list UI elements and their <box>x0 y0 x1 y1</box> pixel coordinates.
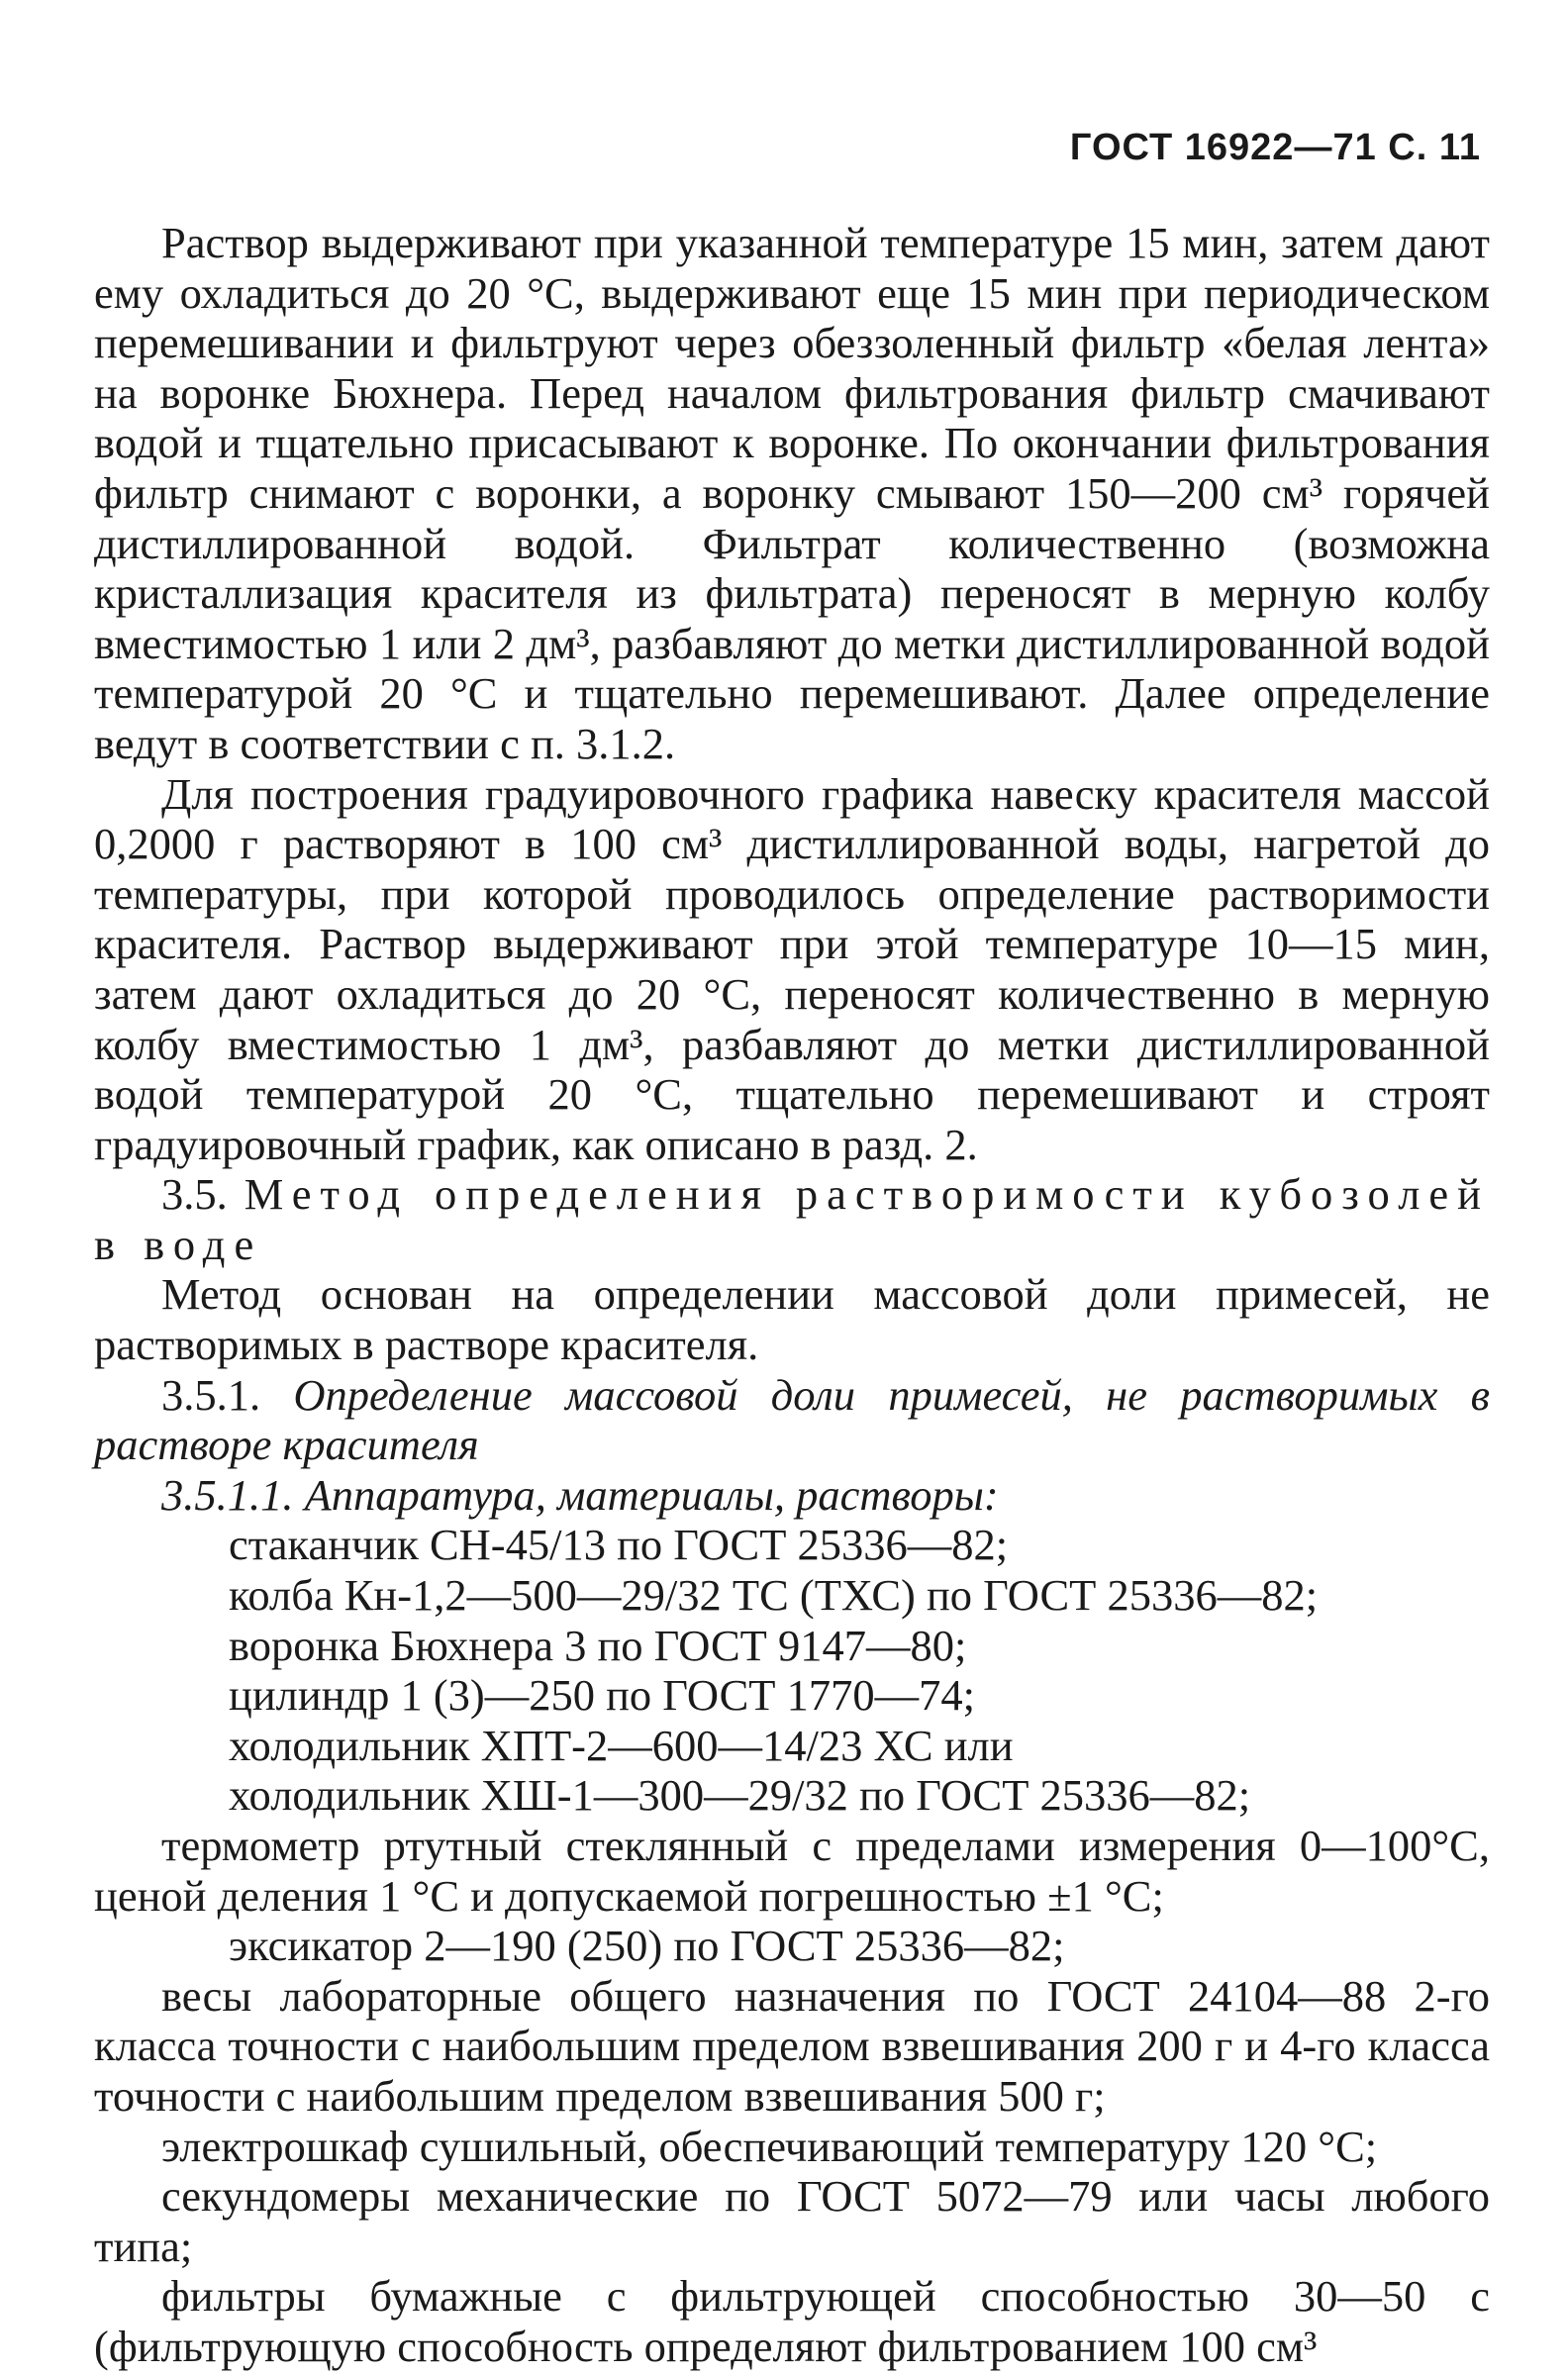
equipment-item: секундомеры механические по ГОСТ 5072—79 или часы любого типа; <box>94 2171 1490 2271</box>
equipment-item: холодильник ХПТ-2—600—14/23 ХС или <box>229 1720 1014 1770</box>
section-3-5-1-number: 3.5.1. <box>161 1369 261 1420</box>
section-3-5-1-title: Определение массовой доли примесей, не растворимых в растворе красителя <box>94 1369 1490 1470</box>
equipment-item: фильтры бумажные с фильтрующей способностью 30—50 с (фильтрующую способность определяют фильтрованием 100 см³ <box>94 2271 1490 2371</box>
paragraph-method-basis: Метод основан на определении массовой доли примесей, не растворимых в растворе красителя. <box>94 1269 1490 1370</box>
section-3-5-1-1-heading: 3.5.1.1. Аппаратура, материалы, растворы: <box>161 1469 999 1520</box>
equipment-item: стаканчик СН-45/13 по ГОСТ 25336—82; <box>229 1520 1009 1570</box>
page-header: ГОСТ 16922—71 С. 11 <box>1069 127 1481 168</box>
section-3-5-1-heading <box>94 1370 1490 1470</box>
equipment-item: электрошкаф сушильный, обеспечивающий температуру 120 °С; <box>161 2121 1378 2171</box>
section-3-5-title: Метод определения растворимости кубозолей в воде <box>94 1169 1490 1269</box>
paragraph-solution-holding: Раствор выдерживают при указанной температуре 15 мин, затем дают ему охладиться до 20 °С, выдерживают еще 15 мин при периодическом перемешивании и фильтруют через обеззоленный фильтр «белая лента» на воронке Бюхнера. Перед началом фильтрования фильтр смачивают водой и тщательно присасывают к воронке. По окончании фильтрования фильтр снимают с воронки, а воронку смывают 150—200 см³ горячей дистиллированной водой. Фильтрат количественно (возможна кристаллизация красителя из фильтрата) переносят в мерную колбу вместимостью 1 или 2 дм³, разбавляют до метки дистиллированной водой температурой 20 °С и тщательно перемешивают. Далее определение ведут в соответствии с п. 3.1.2. <box>94 218 1490 768</box>
section-3-5-heading <box>94 1169 1490 1269</box>
paragraph-calibration-graph: Для построения градуировочного графика навеску красителя массой 0,2000 г растворяют в 100 см³ дистиллированной воды, нагретой до температуры, при которой проводилось определение растворимости красителя. Раствор выдерживают при этой температуре 10—15 мин, затем дают охладиться до 20 °С, переносят количественно в мерную колбу вместимостью 1 дм³, разбавляют до метки дистиллированной водой температурой 20 °С, тщательно перемешивают и строят градуировочный график, как описано в разд. 2. <box>94 768 1490 1169</box>
equipment-item: воронка Бюхнера 3 по ГОСТ 9147—80; <box>229 1620 967 1670</box>
equipment-item: холодильник ХШ-1—300—29/32 по ГОСТ 25336—82; <box>229 1770 1251 1821</box>
equipment-item: колба Кн-1,2—500—29/32 ТС (ТХС) по ГОСТ 25336—82; <box>229 1570 1319 1621</box>
equipment-item: термометр ртутный стеклянный с пределами измерения 0—100°С, ценой деления 1 °С и допускаемой погрешностью ±1 °С; <box>94 1821 1490 1921</box>
document-body <box>94 218 1490 2372</box>
equipment-item: цилиндр 1 (3)—250 по ГОСТ 1770—74; <box>229 1670 975 1721</box>
section-3-5-number: 3.5. <box>161 1169 228 1220</box>
equipment-item: эксикатор 2—190 (250) по ГОСТ 25336—82; <box>229 1921 1065 1971</box>
equipment-item: весы лабораторные общего назначения по ГОСТ 24104—88 2-го класса точности с наибольшим пределом взвешивания 200 г и 4-го класса точности с наибольшим пределом взвешивания 500 г; <box>94 1970 1490 2121</box>
